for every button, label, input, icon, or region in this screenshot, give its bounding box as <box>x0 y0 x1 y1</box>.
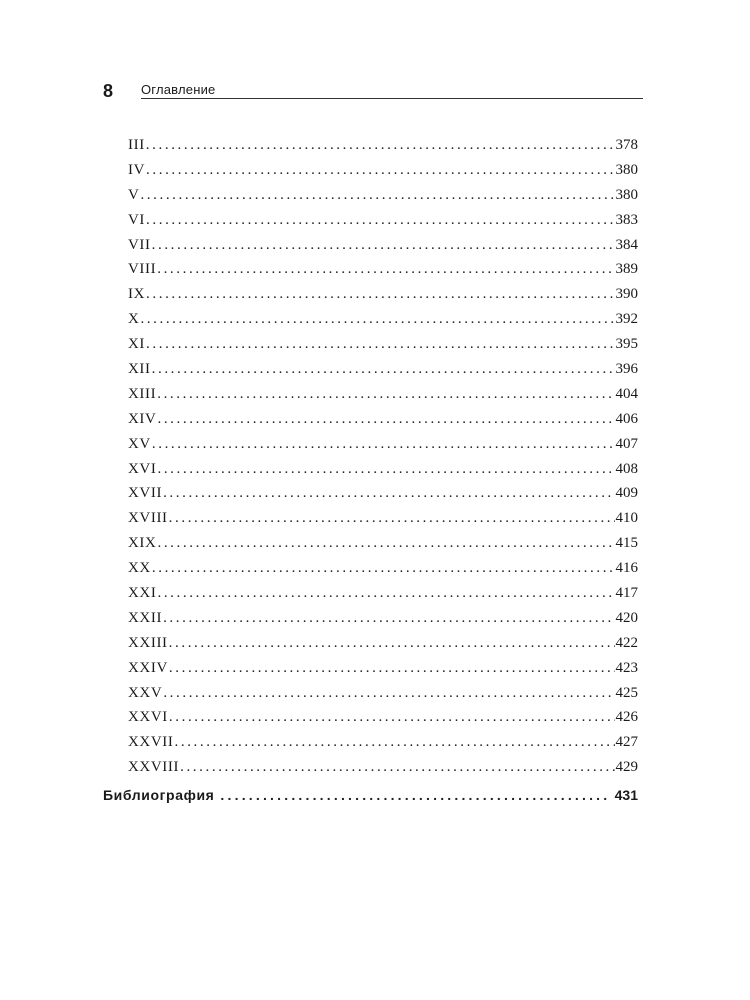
dot-leader <box>140 307 614 332</box>
toc-entry[interactable] <box>128 382 638 407</box>
toc-entry-label: XXI <box>128 585 157 602</box>
toc-entry-label: XVI <box>128 460 157 477</box>
toc-entry[interactable] <box>128 681 638 706</box>
toc-entry[interactable] <box>128 531 638 556</box>
toc-entry-label: IV <box>128 161 146 178</box>
toc-entry[interactable] <box>128 158 638 183</box>
dot-leader <box>146 208 614 233</box>
toc-entry[interactable] <box>128 631 638 656</box>
toc-entry-page: 426 <box>615 709 638 726</box>
toc-entry-label: XIX <box>128 535 157 552</box>
toc-entry[interactable] <box>128 556 638 581</box>
dot-leader <box>175 730 615 755</box>
toc-entry-bibliography[interactable] <box>103 783 638 807</box>
toc-entry-label: Библиография <box>103 787 215 803</box>
toc-entry[interactable] <box>128 357 638 382</box>
toc-entry[interactable] <box>128 332 638 357</box>
toc-entry[interactable] <box>128 606 638 631</box>
toc-entry-page: 404 <box>615 385 638 402</box>
toc-entry-label: XXV <box>128 684 163 701</box>
toc-entry-page: 380 <box>615 186 638 203</box>
dot-leader <box>163 481 614 506</box>
dot-leader <box>152 432 615 457</box>
dot-leader <box>146 332 614 357</box>
toc-entry[interactable] <box>128 656 638 681</box>
toc-entry-page: 380 <box>615 161 638 178</box>
dot-leader <box>157 581 614 606</box>
toc-entry-label: IX <box>128 286 146 303</box>
toc-entry-page: 396 <box>615 361 638 378</box>
dot-leader <box>163 606 614 631</box>
toc-entry[interactable] <box>128 581 638 606</box>
dot-leader <box>169 705 615 730</box>
dot-leader <box>146 158 614 183</box>
toc-entry-page: 408 <box>615 460 638 477</box>
toc-entry[interactable] <box>128 432 638 457</box>
toc-entry-label: XV <box>128 435 151 452</box>
toc-entry-page: 384 <box>615 236 638 253</box>
toc-entry[interactable] <box>128 506 638 531</box>
toc-entry-page: 417 <box>615 585 638 602</box>
toc-entry-page: 406 <box>615 410 638 427</box>
running-head: Оглавление <box>141 82 216 97</box>
toc-entry-page: 431 <box>614 787 638 803</box>
toc-entry-page: 383 <box>615 211 638 228</box>
toc-entry-label: XII <box>128 361 151 378</box>
dot-leader <box>152 556 615 581</box>
toc-entry-label: XVII <box>128 485 163 502</box>
dot-leader <box>157 531 614 556</box>
toc-entry-label: XXIII <box>128 634 168 651</box>
toc-entry[interactable] <box>128 282 638 307</box>
toc-entry-page: 420 <box>615 609 638 626</box>
toc-entry[interactable] <box>128 755 638 780</box>
toc-entry-page: 415 <box>615 535 638 552</box>
dot-leader <box>152 357 615 382</box>
toc-entry[interactable] <box>128 183 638 208</box>
toc-entry-label: XI <box>128 336 146 353</box>
toc-entry-label: VI <box>128 211 146 228</box>
dot-leader <box>157 382 614 407</box>
toc-entry-label: X <box>128 311 140 328</box>
toc-entry-page: 389 <box>615 261 638 278</box>
toc-entry[interactable] <box>128 705 638 730</box>
toc-entry-page: 395 <box>615 336 638 353</box>
toc-entry-label: XXIV <box>128 659 168 676</box>
toc-entry-page: 409 <box>615 485 638 502</box>
dot-leader <box>140 183 614 208</box>
toc-entry-label: XXVI <box>128 709 168 726</box>
page-number: 8 <box>103 81 114 101</box>
toc-entry[interactable] <box>128 257 638 282</box>
toc-entry-label: VII <box>128 236 151 253</box>
dot-leader <box>146 133 615 158</box>
toc-entry-label: XXII <box>128 609 163 626</box>
toc-entry-page: 410 <box>615 510 638 527</box>
toc-entry-label: XVIII <box>128 510 168 527</box>
toc-entry[interactable] <box>128 730 638 755</box>
toc-entry[interactable] <box>128 457 638 482</box>
toc-entry-label: VIII <box>128 261 157 278</box>
page-header <box>103 80 643 102</box>
toc-entry-page: 390 <box>615 286 638 303</box>
toc-entry-page: 427 <box>615 734 638 751</box>
dot-leader <box>146 282 614 307</box>
toc-entry-label: XX <box>128 560 151 577</box>
dot-leader <box>163 681 614 706</box>
dot-leader <box>157 257 614 282</box>
toc-entry-page: 423 <box>615 659 638 676</box>
toc-entry-label: V <box>128 186 140 203</box>
toc-entry-page: 429 <box>615 759 638 776</box>
dot-leader <box>180 755 614 780</box>
toc-entry[interactable] <box>128 208 638 233</box>
toc-entry-page: 407 <box>615 435 638 452</box>
toc-entry-page: 425 <box>615 684 638 701</box>
dot-leader <box>220 783 608 807</box>
toc-entry-page: 392 <box>615 311 638 328</box>
table-of-contents <box>128 133 638 780</box>
dot-leader <box>152 233 615 258</box>
toc-entry-page: 378 <box>615 137 638 153</box>
toc-entry-page: 422 <box>615 634 638 651</box>
dot-leader <box>169 656 615 681</box>
toc-entry[interactable] <box>128 481 638 506</box>
toc-entry-label: XIV <box>128 410 157 427</box>
toc-entry-label: XIII <box>128 385 157 402</box>
toc-entry-page: 416 <box>615 560 638 577</box>
dot-leader <box>157 457 614 482</box>
toc-entry-label: XXVIII <box>128 759 180 776</box>
header-rule <box>141 98 643 99</box>
toc-entry[interactable] <box>128 233 638 258</box>
toc-entry-label: III <box>128 137 145 153</box>
toc-entry-label: XXVII <box>128 734 174 751</box>
dot-leader <box>169 506 615 531</box>
toc-entry[interactable] <box>128 133 638 158</box>
toc-entry[interactable] <box>128 307 638 332</box>
toc-entry[interactable] <box>128 407 638 432</box>
dot-leader <box>157 407 614 432</box>
dot-leader <box>169 631 615 656</box>
